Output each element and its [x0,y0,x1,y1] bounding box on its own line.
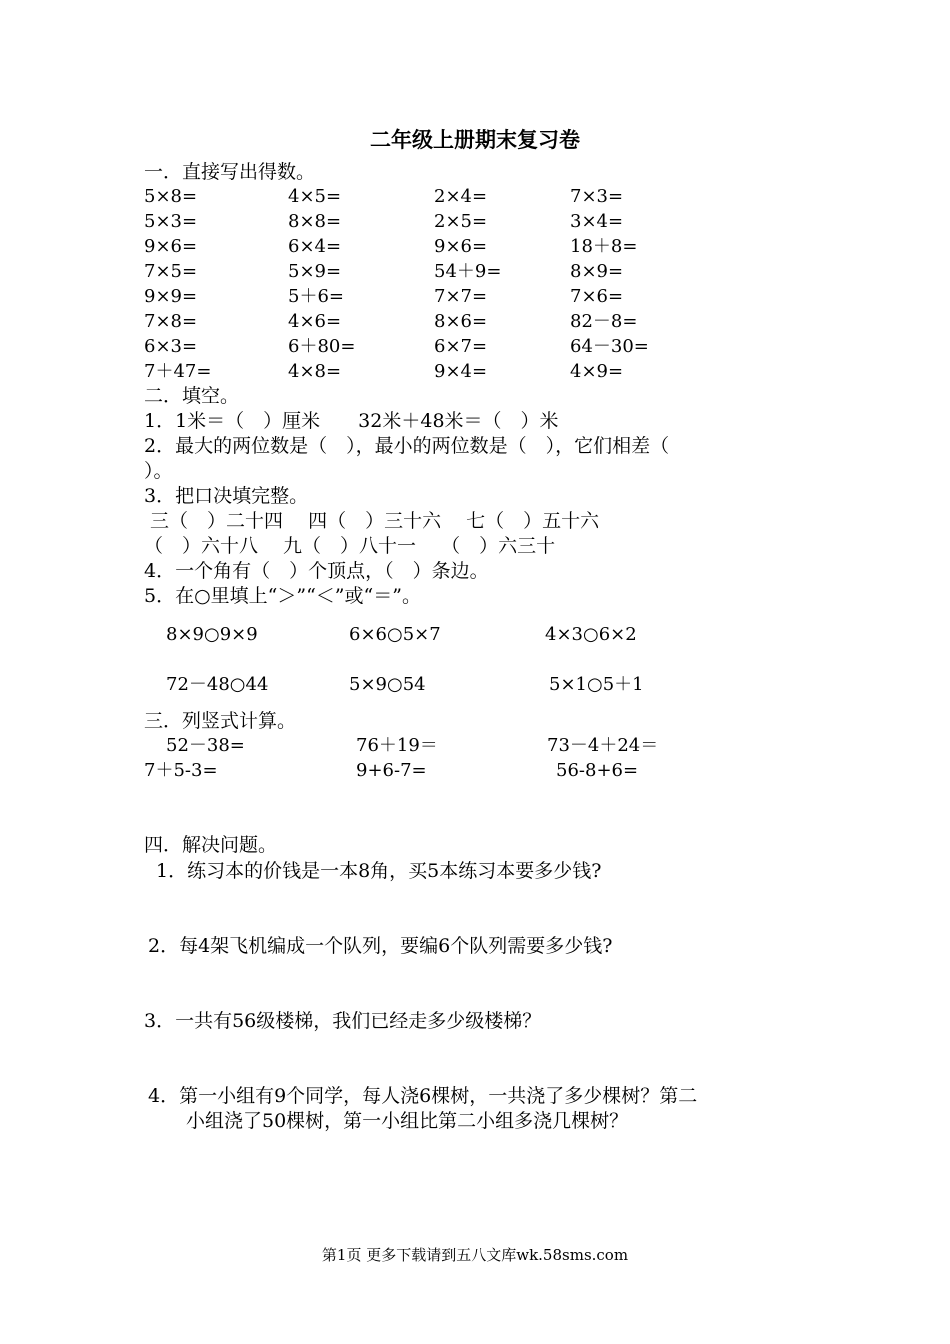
arithmetic-item: 54＋9= [434,261,502,282]
fill-q3-line2: （ ）六十八 九（ ）八十一 （ ）六三十 [144,535,556,557]
compare-item: 5×1○5＋1 [549,674,644,695]
problem-q4-line2: 小组浇了50棵树，第一小组比第二小组多浇几棵树？ [186,1110,629,1132]
fill-q2-line1: 2．最大的两位数是（ ），最小的两位数是（ ），它们相差（ [144,435,670,457]
page-footer: 第1页 更多下载请到五八文库wk.58sms.com [321,1246,629,1264]
vertical-calc-item: 9+6-7= [356,760,427,781]
arithmetic-item: 8×8= [288,211,342,232]
fill-q1: 1．1米＝（ ）厘米 32米＋48米＝（ ）米 [144,410,559,432]
arithmetic-item: 3×4= [570,211,624,232]
arithmetic-item: 5＋6= [288,286,344,307]
arithmetic-item: 18＋8= [570,236,638,257]
arithmetic-item: 7×6= [570,286,624,307]
arithmetic-item: 7×5= [144,261,198,282]
arithmetic-item: 7×7= [434,286,488,307]
fill-q3: 3．把口决填完整。 [144,485,309,507]
arithmetic-item: 64－30= [570,336,649,357]
section1-heading: 一．直接写出得数。 [144,161,316,183]
arithmetic-item: 5×9= [288,261,342,282]
problem-q1: 1．练习本的价钱是一本8角，买5本练习本要多少钱? [156,860,602,882]
arithmetic-item: 9×6= [434,236,488,257]
arithmetic-item: 8×6= [434,311,488,332]
compare-item: 4×3○6×2 [545,624,637,645]
fill-q3-line1: 三（ ）二十四 四（ ）三十六 七（ ）五十六 [144,510,600,532]
arithmetic-item: 7×8= [144,311,198,332]
fill-q2-line2: ）。 [144,460,173,482]
vertical-calc-item: 76＋19＝ [356,735,438,756]
problem-q4-line1: 4．第一小组有9个同学，每人浇6棵树，一共浇了多少棵树？第二 [148,1085,698,1107]
section2-heading: 二．填空。 [144,385,240,407]
compare-item: 8×9○9×9 [166,624,258,645]
vertical-calc-item: 52－38= [166,735,245,756]
arithmetic-item: 4×5= [288,186,342,207]
arithmetic-item: 5×8= [144,186,198,207]
arithmetic-item: 9×9= [144,286,198,307]
vertical-calc-item: 73－4＋24＝ [547,735,659,756]
compare-item: 5×9○54 [349,674,426,695]
vertical-calc-item: 56-8+6= [556,760,639,781]
arithmetic-item: 4×6= [288,311,342,332]
problem-q2: 2．每4架飞机编成一个队列，要编6个队列需要多少钱? [148,935,613,957]
page-title: 二年级上册期末复习卷 [370,127,580,152]
arithmetic-item: 2×4= [434,186,488,207]
arithmetic-item: 8×9= [570,261,624,282]
arithmetic-item: 6×7= [434,336,488,357]
arithmetic-item: 2×5= [434,211,488,232]
fill-q4: 4．一个角有（ ）个顶点，（ ）条边。 [144,560,489,582]
compare-item: 6×6○5×7 [349,624,441,645]
section3-heading: 三．列竖式计算。 [144,710,297,732]
arithmetic-item: 9×6= [144,236,198,257]
problem-q3: 3．一共有56级楼梯，我们已经走多少级楼梯？ [144,1010,542,1032]
arithmetic-item: 7＋47= [144,361,212,382]
arithmetic-item: 5×3= [144,211,198,232]
compare-item: 72－48○44 [166,674,269,695]
arithmetic-item: 6×4= [288,236,342,257]
arithmetic-item: 6×3= [144,336,198,357]
vertical-calc-item: 7＋5-3= [144,760,218,781]
arithmetic-item: 4×9= [570,361,624,382]
section4-heading: 四．解决问题。 [144,834,278,856]
arithmetic-item: 6＋80= [288,336,356,357]
fill-q5: 5．在○里填上“＞”“＜”或“＝”。 [144,585,421,607]
arithmetic-item: 7×3= [570,186,624,207]
arithmetic-item: 82－8= [570,311,638,332]
arithmetic-item: 4×8= [288,361,342,382]
arithmetic-item: 9×4= [434,361,488,382]
